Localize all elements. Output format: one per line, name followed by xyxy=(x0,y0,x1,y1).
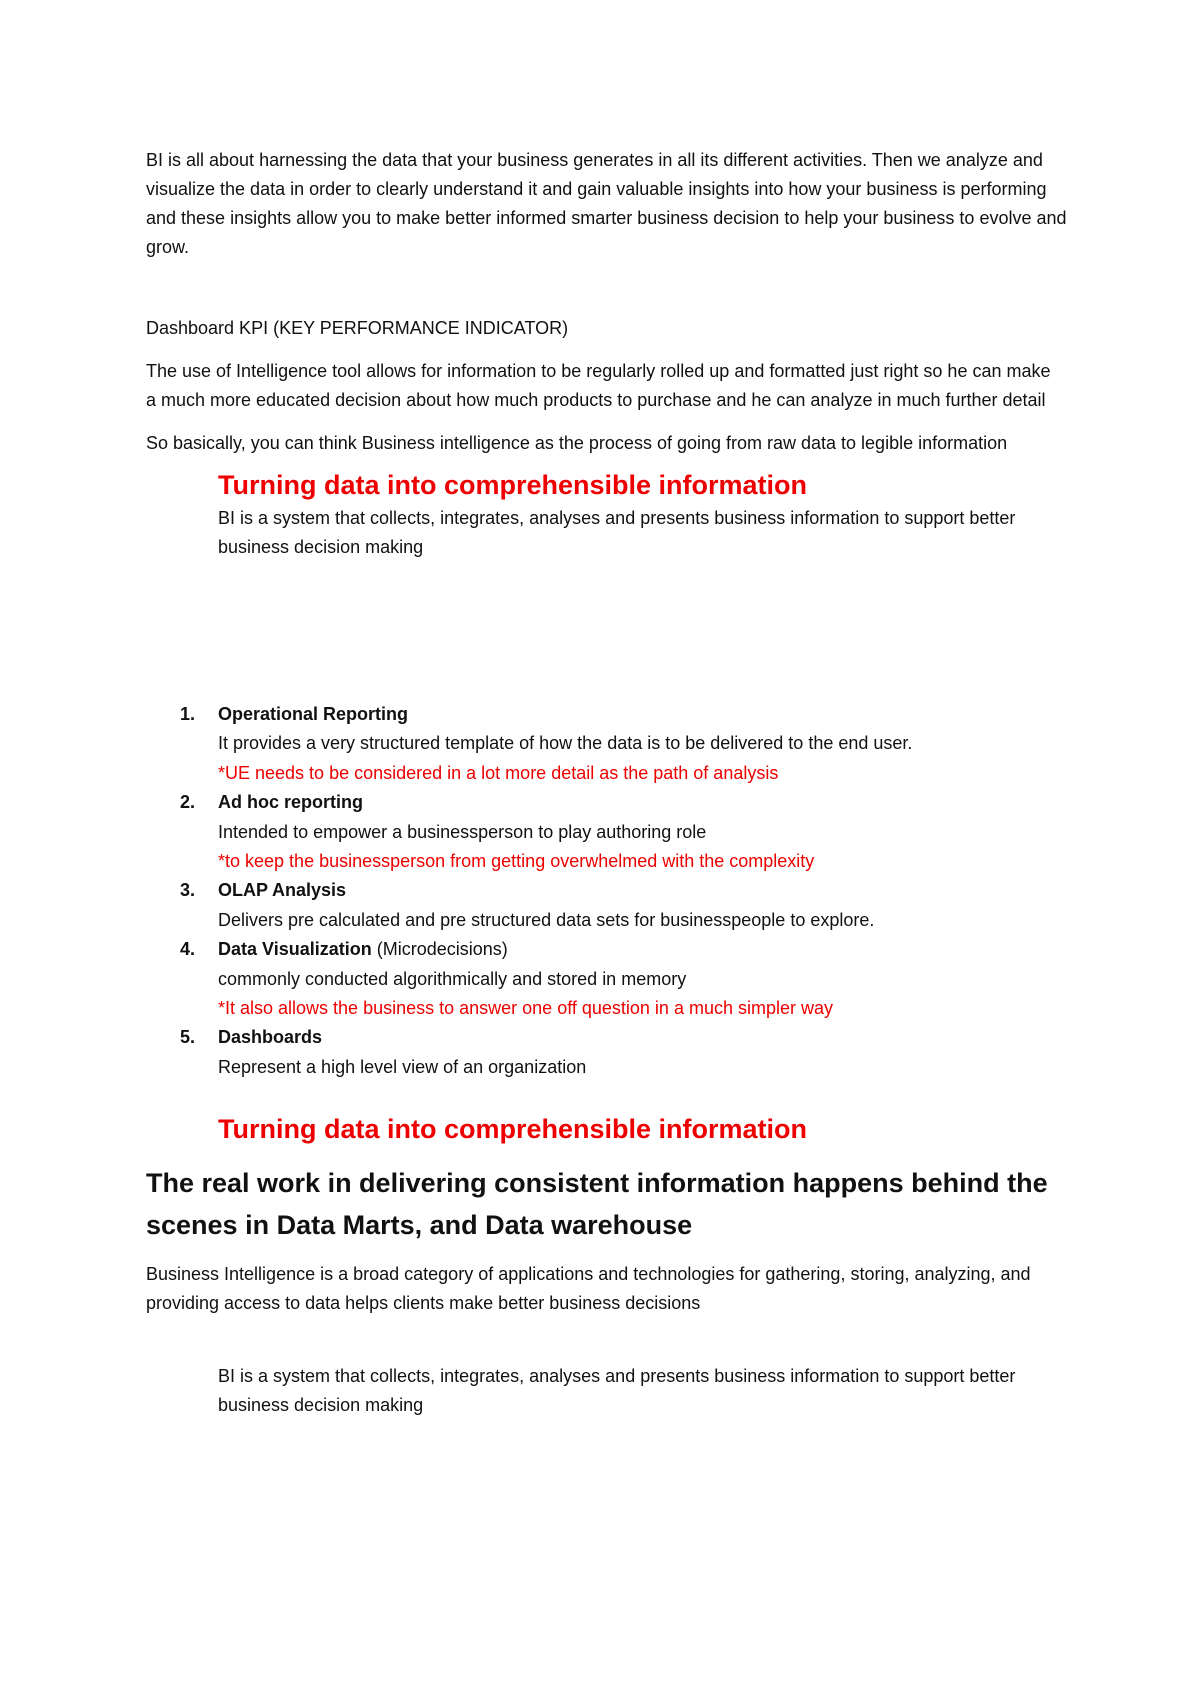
kpi-title: Dashboard KPI (KEY PERFORMANCE INDICATOR) xyxy=(146,318,569,338)
list-item-description: Delivers pre calculated and pre structured data sets for businesspeople to explore. xyxy=(218,909,875,930)
list-item-description: commonly conducted algorithmically and stored in memory xyxy=(218,968,687,989)
section2-subheading: The real work in delivering consistent information happens behind the scenes in Data Marts, and Data warehouse xyxy=(146,1168,1048,1241)
list-item-number: 5. xyxy=(180,1027,196,1048)
list-item-note: *It also allows the business to answer one off question in a much simpler way xyxy=(218,998,833,1019)
section2-heading: Turning data into comprehensible information xyxy=(218,1114,808,1145)
list-item-note: *UE needs to be considered in a lot more detail as the path of analysis xyxy=(218,762,779,783)
list-item-number: 4. xyxy=(180,939,196,960)
section1-paragraph: BI is a system that collects, integrates, analyses and presents business information to support better business decision making xyxy=(218,508,1016,557)
section2-paragraph: Business Intelligence is a broad category of applications and technologies for gathering, storing, analyzing, and providing access to data helps clients make better business decisions xyxy=(146,1264,1031,1314)
list-item-title: Dashboards xyxy=(218,1027,323,1048)
list-item-title: Ad hoc reporting xyxy=(218,792,363,813)
list-item-note: *to keep the businessperson from getting overwhelmed with the complexity xyxy=(218,851,815,872)
list-item xyxy=(146,935,1080,1023)
kpi-paragraph-2: So basically, you can think Business intelligence as the process of going from raw data to legible information xyxy=(146,433,1008,453)
section1-heading: Turning data into comprehensible information xyxy=(218,470,808,500)
list-item-title: Data Visualization xyxy=(218,939,372,960)
kpi-paragraph-1: The use of Intelligence tool allows for information to be regularly rolled up and formatted just right so he can make a much more educated decision about how much products to purchase and he can analyze in much further detail xyxy=(146,361,1051,410)
list-item-number: 3. xyxy=(180,880,196,901)
intro-paragraph: BI is all about harnessing the data that your business generates in all its different activities. Then we analyze and visualize the data in order to clearly understand it and gain valuable insights into how your business is performing and these insights allow you to make better informed smarter business decision to help your business to evolve and grow. xyxy=(146,150,1067,257)
list-item xyxy=(146,788,1080,876)
list-item xyxy=(146,700,1080,788)
list-item-title: Operational Reporting xyxy=(218,704,409,724)
bi-types-list xyxy=(146,700,1080,1082)
list-item-title-suffix: (Microdecisions) xyxy=(371,939,508,960)
list-item-number: 1. xyxy=(180,704,196,724)
list-item-number: 2. xyxy=(180,792,196,813)
section2-indented-paragraph: BI is a system that collects, integrates, analyses and presents business information to support better business decision making xyxy=(218,1366,1016,1416)
list-item-description: Represent a high level view of an organization xyxy=(218,1056,587,1077)
list-item-description: It provides a very structured template of how the data is to be delivered to the end user. xyxy=(218,733,913,754)
list-item-description: Intended to empower a businessperson to play authoring role xyxy=(218,821,707,842)
list-item xyxy=(146,1023,1080,1082)
list-item xyxy=(146,876,1080,935)
list-item-title: OLAP Analysis xyxy=(218,880,347,901)
